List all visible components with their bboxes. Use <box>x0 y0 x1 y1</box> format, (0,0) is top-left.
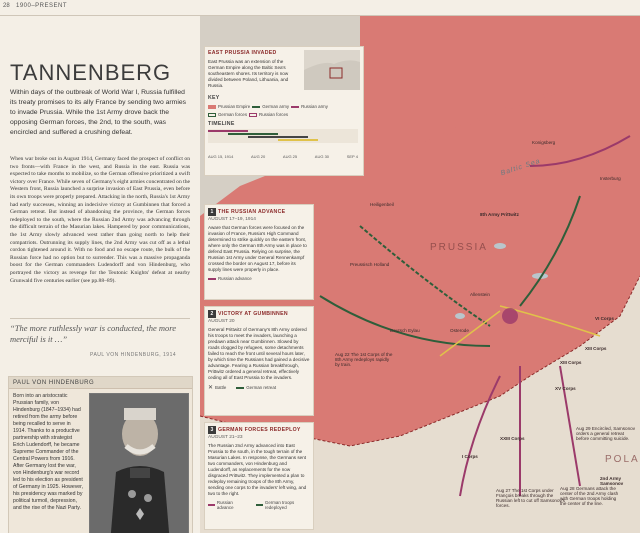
step-legend: Battle <box>215 385 227 390</box>
timeline-ticks <box>208 154 358 159</box>
timeline-tick: AUG 25 <box>282 154 298 159</box>
step-date: AUGUST 21–23 <box>208 435 243 440</box>
arrow-icon <box>208 504 215 506</box>
corps-label: XV Corps <box>555 386 576 391</box>
arrow-icon <box>256 504 263 506</box>
town-label: Konigsberg <box>532 140 556 145</box>
step-card-2 <box>204 306 314 416</box>
swatch-icon <box>291 106 299 108</box>
timeline-chart <box>208 127 358 149</box>
step-card-3 <box>204 422 314 530</box>
town-label: Allenstein <box>470 292 490 297</box>
event-note: Aug 28 Germans attack the center of the 2nd Army clash with German troops holding the center of the line. <box>560 486 619 506</box>
corps-label: XIII Corps <box>560 360 582 365</box>
key-item: Russian forces <box>259 112 289 117</box>
town-label: Osterode <box>450 328 469 333</box>
key-item: German army <box>262 104 290 109</box>
timeline-label: TIMELINE <box>208 121 235 127</box>
battle-icon: ✕ <box>208 385 214 391</box>
bio-box <box>8 376 193 533</box>
inset-text: East Prussia was an extension of the German Empire along the Baltic Sea's southeastern shores. Its territory is now divided between Poland, Lithuania, and Russia. <box>208 59 289 88</box>
step-text: General Prittwitz of Germany's 8th Army ordered his troops to meet the invaders, launching a predawn attack near Gumbinnen. Slowed by roads clogged by refugees, some detachments failed to reach the front until several hours later, by which time the Russians had gained a decisive advantage. Fearing a Russian breakthrough, Prittwitz ordered a general retreat, effectively ceding all of East Prussia to the invaders. <box>208 327 310 380</box>
swatch-icon <box>252 106 260 108</box>
portrait-illustration <box>90 394 189 533</box>
portrait-image <box>89 393 189 533</box>
article-column <box>0 16 200 533</box>
step-title: VICTORY AT GUMBINNEN <box>218 311 288 317</box>
inset-title: EAST PRUSSIA INVADED <box>208 50 277 56</box>
corps-label: XIII Corps <box>585 346 607 351</box>
inset-panel <box>204 46 364 176</box>
step-title: GERMAN FORCES REDEPLOY <box>218 427 301 433</box>
town-label: Preussisch Holland <box>350 262 390 267</box>
town-label: Deutsch Eylau <box>390 328 420 333</box>
poland-label: POLA <box>605 454 640 465</box>
bio-text: Born into an aristocratic Prussian family, von Hindenburg (1847–1934) had retired from the army before being recalled to serve in 1914. Thanks to a productive partnership with strategist Erich Ludendorff, he became Supreme Commander of the Central Powers from 1916. After Germany lost the war, von Hindenburg's war record led to his election as president of Germany in 1925. However, his presidency was marked by political turmoil, depression, and the rise of the Nazi Party. <box>13 393 84 511</box>
key-item: Russian army <box>301 104 328 109</box>
step-text: Aware that German forces were focused on the invasion of France, Russia's High Command determined to strike quickly on the eastern front, where only the German 8th Army was in place to defend East Prussia. Relying on surprise, the Russian 1st Army under General Rennenkampf crossed the border on August 17, before its supply lines were properly in place. <box>208 225 307 272</box>
swatch-icon <box>249 113 257 117</box>
running-head <box>0 0 640 16</box>
article-lead: Within days of the outbreak of World War I, Russia fulfilled its treaty promises to its ally France by sending two armies to invade Prussia. While the 1st Army drove back the opposing German forces, the 2nd, to the south, was encircled and suffered a crushing defeat. <box>10 89 187 136</box>
event-note: Aug 22 The 1st Corps of the 8th Army redeploys rapidly by train. <box>335 352 393 367</box>
swatch-icon <box>208 105 216 109</box>
bio-heading: PAUL VON HINDENBURG <box>9 377 192 389</box>
section-title: 1900–PRESENT <box>16 3 68 9</box>
locator-map <box>304 50 360 90</box>
step-legend: Russian advance <box>218 276 252 281</box>
timeline-tick: SEP 4 <box>346 154 358 159</box>
quote-attribution: PAUL VON HINDENBURG, 1914 <box>90 352 177 358</box>
step-legend: German retreat <box>246 385 277 390</box>
event-note: Aug 27 The 1st Corps under François breaks through the Russian left to cut off Samsonov's forces. <box>496 488 565 508</box>
step-date: AUGUST 20 <box>208 319 235 324</box>
key-item: Prussian Empire <box>218 104 251 109</box>
sea-label: Baltic Sea <box>499 157 542 178</box>
town-label: Insterburg <box>600 176 621 181</box>
step-title: THE RUSSIAN ADVANCE <box>218 209 286 215</box>
key-item: German forces <box>218 112 248 117</box>
corps-label: VI Corps <box>595 316 614 321</box>
step-card-1 <box>204 204 314 300</box>
step-legend: German troops redeployed <box>264 500 295 510</box>
timeline-tick: AUG 15, 1914 <box>208 154 234 159</box>
arrow-icon <box>208 278 216 280</box>
region-label: PRUSSIA <box>430 242 488 253</box>
step-number: 2 <box>208 310 216 318</box>
step-number: 1 <box>208 208 216 216</box>
article-title: TANNENBERG <box>10 60 172 85</box>
timeline-tick: AUG 20 <box>251 154 266 159</box>
pull-quote: “The more ruthlessly war is conducted, the more merciful is it …” <box>10 318 190 345</box>
step-date: AUGUST 17–19, 1914 <box>208 217 256 222</box>
town-label: Heiligenbeil <box>370 202 394 207</box>
key-label: KEY <box>208 95 220 101</box>
timeline-tick: AUG 30 <box>314 154 330 159</box>
battle-map <box>200 16 640 533</box>
page-number: 28 <box>3 3 10 9</box>
corps-label: I Corps <box>462 454 478 459</box>
arrow-icon <box>236 387 244 389</box>
step-text: The Russian 2nd Army advanced into East Prussia to the south, in the tough terrain of the Masurian Lakes. In response, the Germans sent two commanders, von Hindenburg and Ludendorff, as replacements for the now disgraced Prittwitz. They implemented a plan to redeploy remaining troops of the 8th Army, sending one corps to the invaders' left wing, and two to the right. <box>208 443 307 496</box>
army-label: 2nd Army Samsonov <box>600 476 624 486</box>
key-row <box>208 112 362 117</box>
key-row <box>208 104 362 109</box>
step-legend: Russian advance <box>216 500 234 510</box>
event-note: Aug 29 Encircled, Samsonov orders a general retreat before committing suicide. <box>576 426 635 441</box>
army-label: 8th Army Prittwitz <box>480 212 519 217</box>
article-body: When war broke out in August 1914, Germany faced the prospect of conflict on two fronts—with France in the west, and Russia in the east. Russia was expected to take months to mobilize, so the German offensive prioritized a swift victory over France. While seven of Germany's eight armies concentrated on the Western front, Russia launched a surprise invasion of East Prussia, even before its own troops were properly prepared. Attacking in the north, Russia's 1st Army had early successes, winning an indecisive victory at Gumbinnen that forced a German retreat. But instead of abandoning the province, the German forces redeployed to the south, where the Russian 2nd Army was advancing through the difficult terrain of the Masurian lakes. Hampered by poor communications, the 1st Army slowly advanced west rather than going north to help their compatriots. Outrunning its supply lines, the 2nd Army was cut off as a lethal cordon tightened around it. With no food and no escape route, the bulk of the Russian force had no option but to surrender. This was a massive propaganda boost for the German commanders Ludendorff and von Hindenburg, who portrayed the victory as revenge for the Teutonic Knights' defeat at nearby Grunwald five centuries earlier (see pp.88–89). <box>10 156 190 284</box>
swatch-icon <box>208 113 216 117</box>
step-number: 3 <box>208 426 216 434</box>
corps-label: XXIII Corps <box>500 436 525 441</box>
